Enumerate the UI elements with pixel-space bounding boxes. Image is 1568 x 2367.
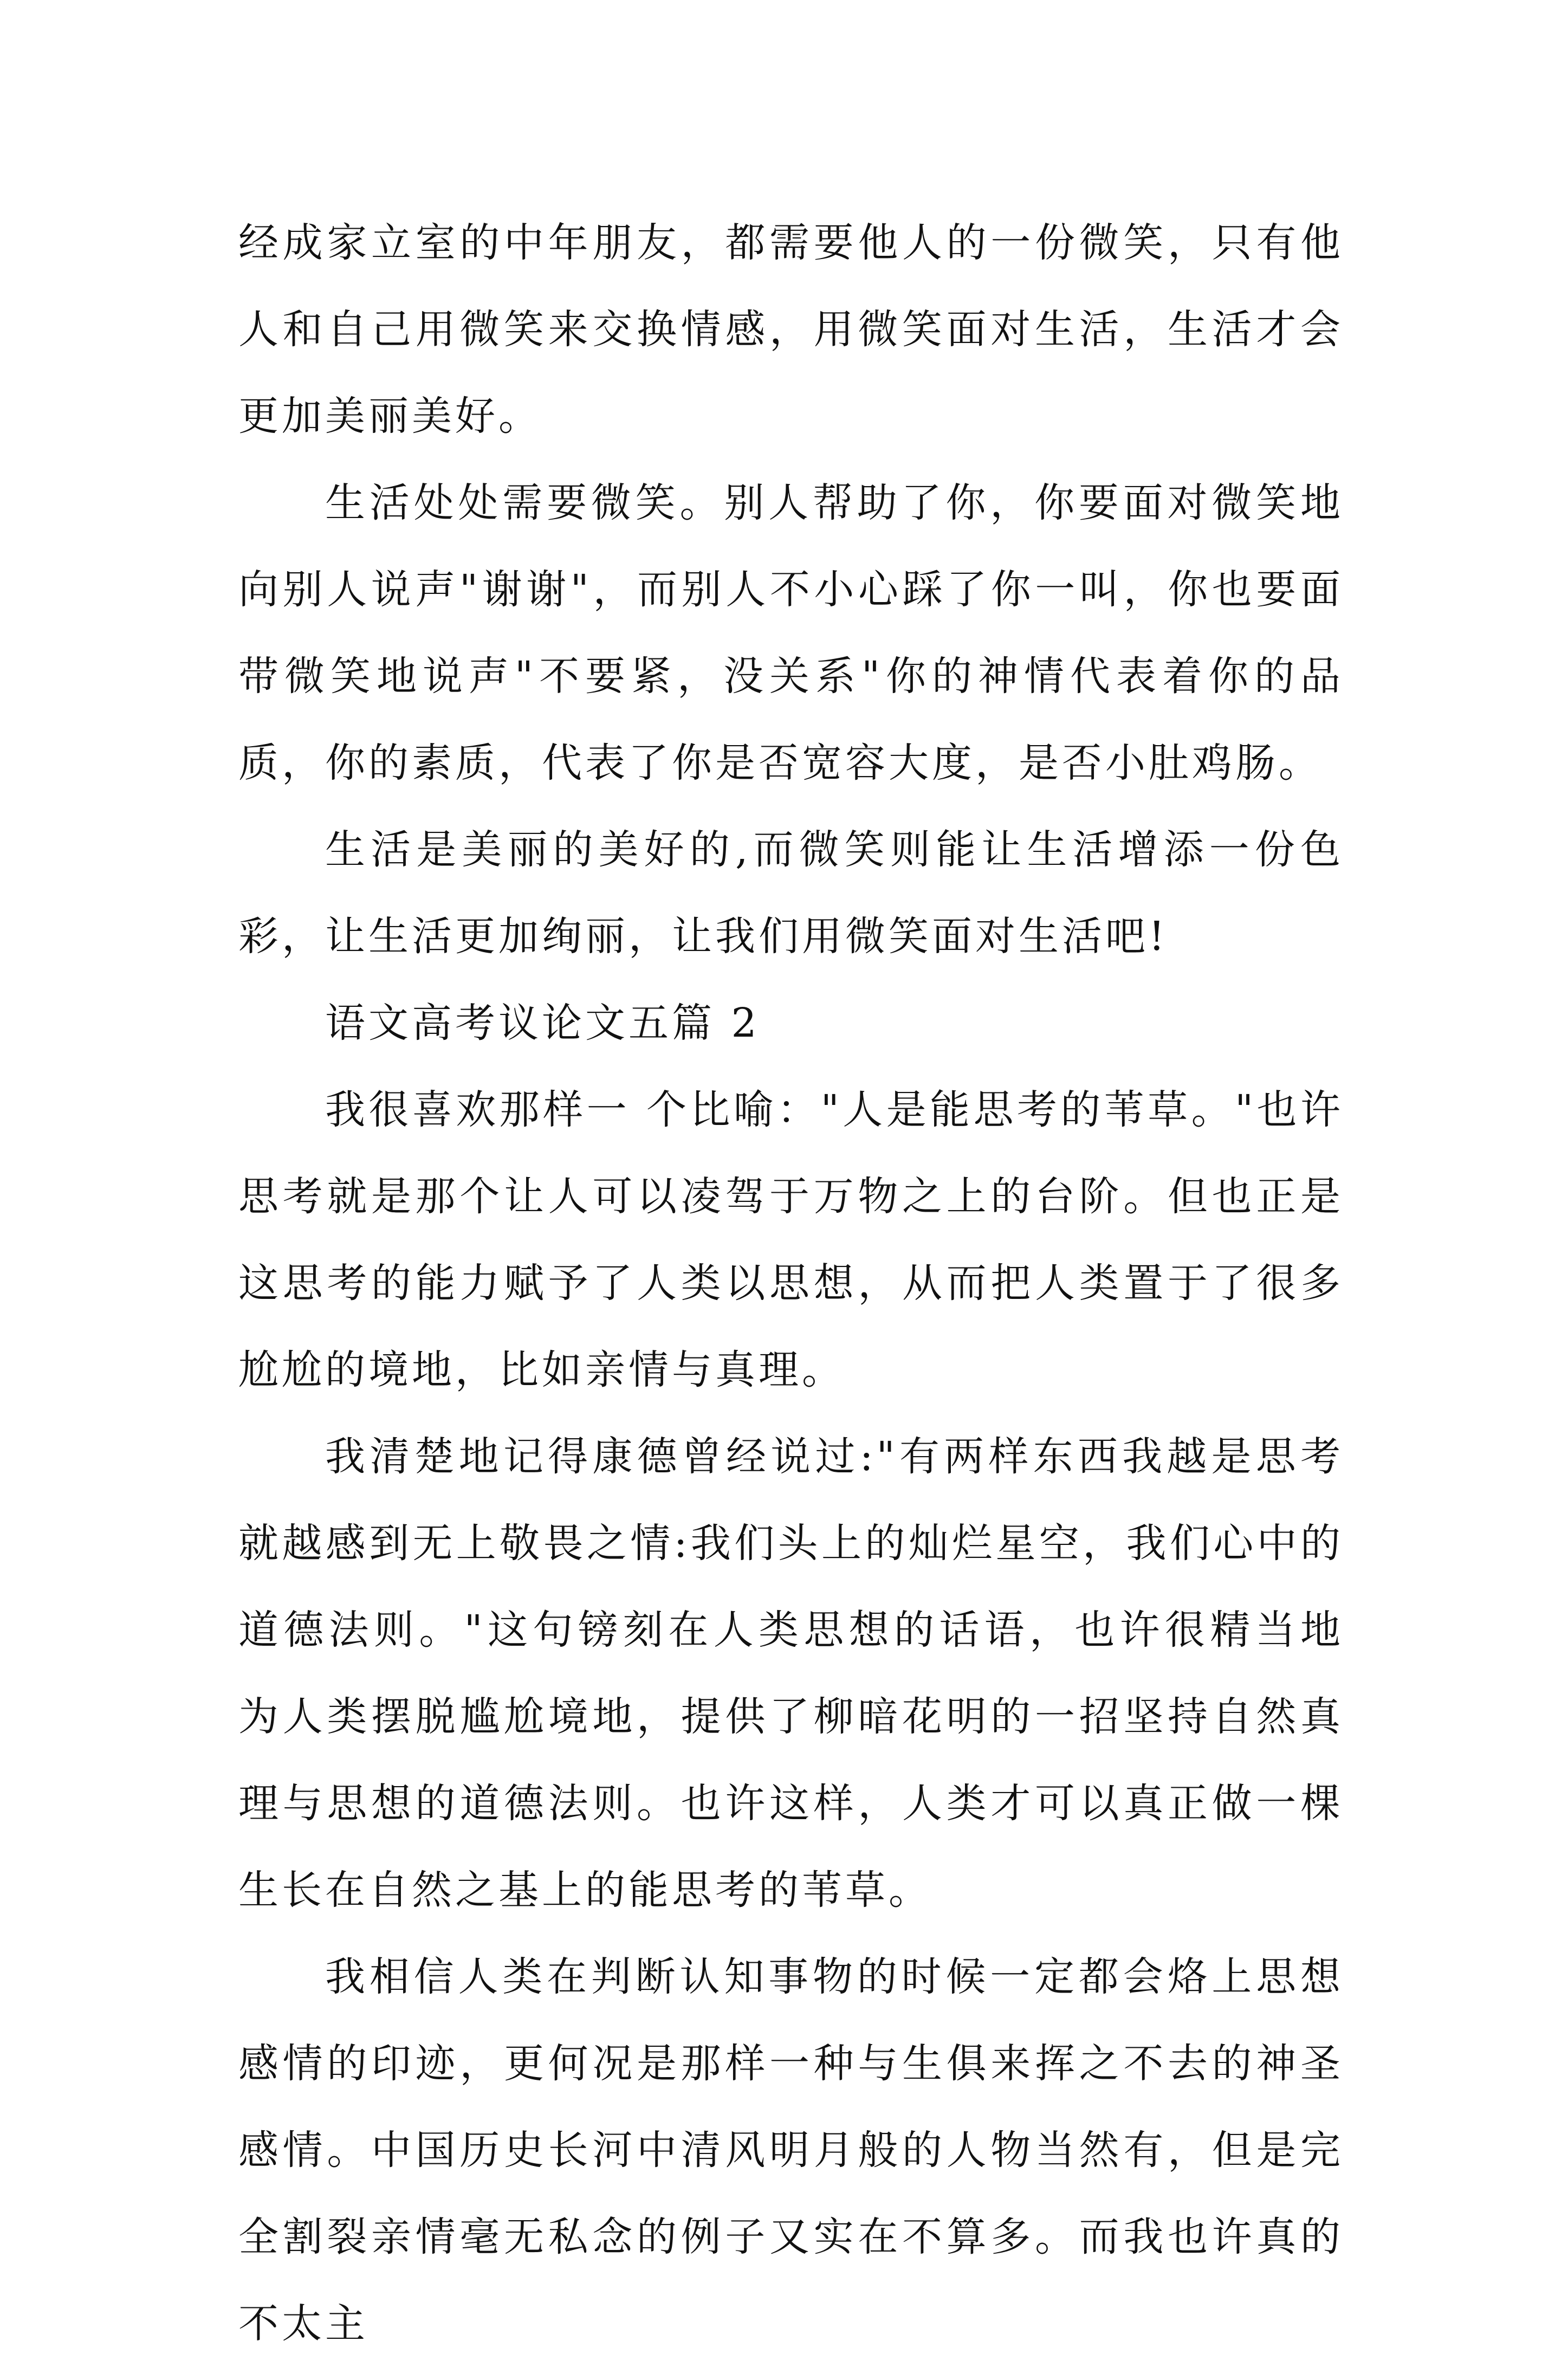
paragraph-1: 经成家立室的中年朋友，都需要他人的一份微笑，只有他人和自己用微笑来交换情感，用微笑面对生活，生活才会更加美丽美好。 bbox=[238, 219, 1344, 439]
paragraph-2: 生活处处需要微笑。别人帮助了你，你要面对微笑地向别人说声"谢谢"，而别人不小心踩了你一叫，你也要面带微笑地说声"不要紧，没关系"你的神情代表着你的品质，你的素质，代表了你是否宽容大度，是否小肚鸡肠。 bbox=[238, 480, 1344, 786]
document-body bbox=[238, 199, 1344, 2367]
paragraph-3: 生活是美丽的美好的,而微笑则能让生活增添一份色彩，让生活更加绚丽，让我们用微笑面对生活吧! bbox=[238, 826, 1344, 960]
paragraph-5: 我清楚地记得康德曾经说过:"有两样东西我越是思考就越感到无上敬畏之情:我们头上的灿烂星空，我们心中的道德法则。"这句镑刻在人类思想的话语，也许很精当地为人类摆脱尴尬境地，提供了柳暗花明的一招坚持自然真理与思想的道德法则。也许这样，人类才可以真正做一棵生长在自然之基上的能思考的苇草。 bbox=[238, 1433, 1344, 1913]
paragraph-6: 我相信人类在判断认知事物的时候一定都会烙上思想感情的印迹，更何况是那样一种与生俱来挥之不去的神圣感情。中国历史长河中清风明月般的人物当然有，但是完全割裂亲情毫无私念的例子又实在不算多。而我也许真的不太主 bbox=[238, 1954, 1344, 2347]
paragraph-4: 我很喜欢那样一 个比喻："人是能思考的苇草。"也许思考就是那个让人可以凌驾于万物之上的台阶。但也正是这思考的能力赋予了人类以思想，从而把人类置于了很多尬尬的境地，比如亲情与真理。 bbox=[238, 1087, 1344, 1393]
section-heading: 语文高考议论文五篇 2 bbox=[325, 1000, 760, 1046]
